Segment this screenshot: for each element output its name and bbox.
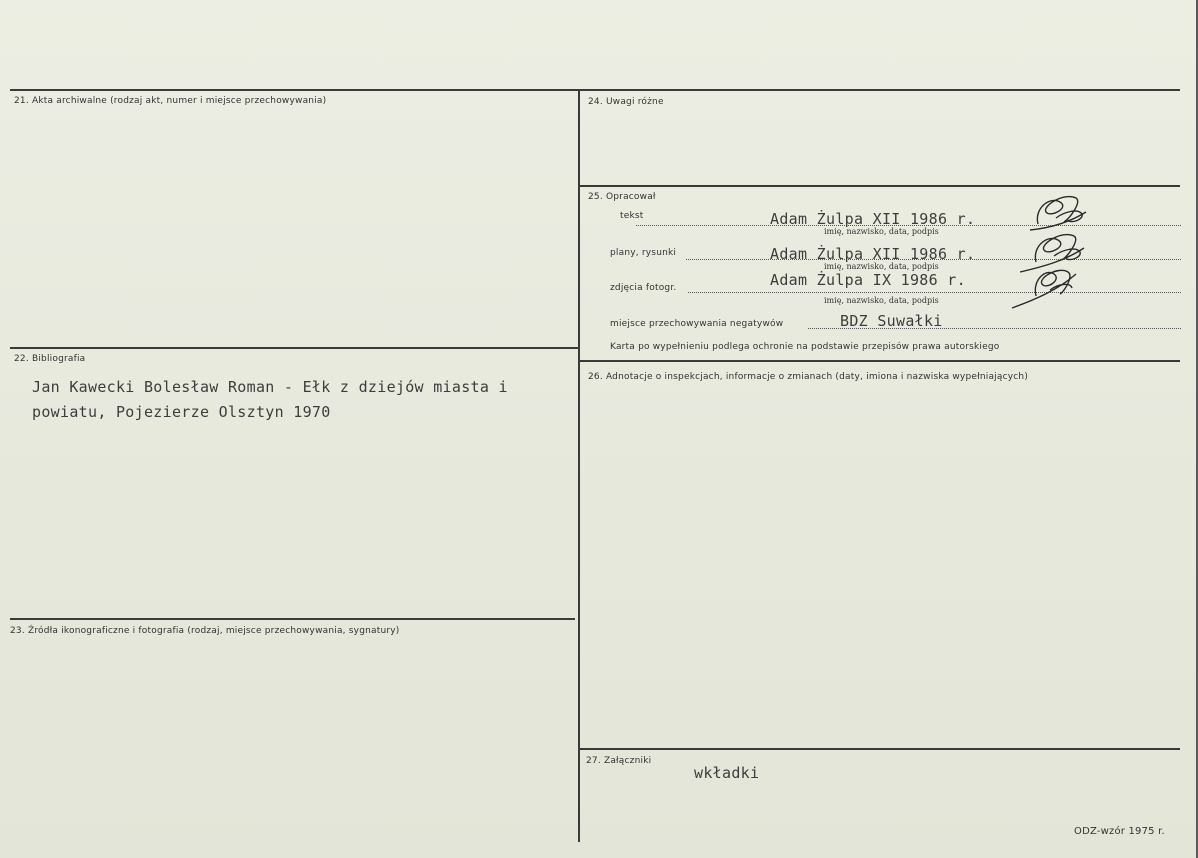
rule-26: [580, 360, 1180, 362]
section-21-label: 21. Akta archiwalne (rodzaj akt, numer i miejsce przechowywania): [14, 96, 327, 106]
rule-27: [580, 748, 1180, 750]
rule-22: [10, 347, 578, 349]
tekst-value: Adam Żulpa XII 1986 r.: [770, 210, 976, 228]
zdjecia-label: zdjęcia fotogr.: [610, 283, 677, 293]
tekst-label: tekst: [620, 211, 644, 221]
bibliography-line-1: Jan Kawecki Bolesław Roman - Ełk z dziejów miasta i: [32, 378, 508, 396]
section-27-label: 27. Załączniki: [586, 756, 652, 766]
negatywy-value: BDZ Suwałki: [840, 312, 943, 330]
plany-caption: imię, nazwisko, data, podpis: [824, 262, 939, 271]
zdjecia-value: Adam Żulpa IX 1986 r.: [770, 271, 966, 289]
copyright-note: Karta po wypełnieniu podlega ochronie na podstawie przepisów prawa autorskiego: [610, 342, 1000, 352]
attachments-value: wkładki: [694, 764, 760, 782]
negatywy-label: miejsce przechowywania negatywów: [610, 319, 784, 329]
section-24-label: 24. Uwagi różne: [588, 97, 664, 107]
plany-value: Adam Żulpa XII 1986 r.: [770, 245, 976, 263]
bibliography-line-2: powiatu, Pojezierze Olsztyn 1970: [32, 403, 331, 421]
center-divider: [578, 90, 580, 842]
plany-label: plany, rysunki: [610, 248, 677, 258]
section-26-label: 26. Adnotacje o inspekcjach, informacje o zmianach (daty, imiona i nazwiska wypełniających): [588, 372, 1029, 382]
zdjecia-caption: imię, nazwisko, data, podpis: [824, 296, 939, 305]
top-rule: [10, 89, 1180, 91]
section-23-label: 23. Źródła ikonograficzne i fotografia (rodzaj, miejsce przechowywania, sygnatury): [10, 626, 400, 636]
signature-3: [1010, 260, 1080, 312]
zdjecia-dotted-line: [688, 292, 1181, 293]
tekst-caption: imię, nazwisko, data, podpis: [824, 227, 939, 236]
section-25-label: 25. Opracował: [588, 192, 656, 202]
rule-25: [580, 185, 1180, 187]
section-22-label: 22. Bibliografia: [14, 354, 86, 364]
rule-23: [10, 618, 575, 620]
form-code: ODZ-wzór 1975 r.: [1074, 826, 1165, 837]
